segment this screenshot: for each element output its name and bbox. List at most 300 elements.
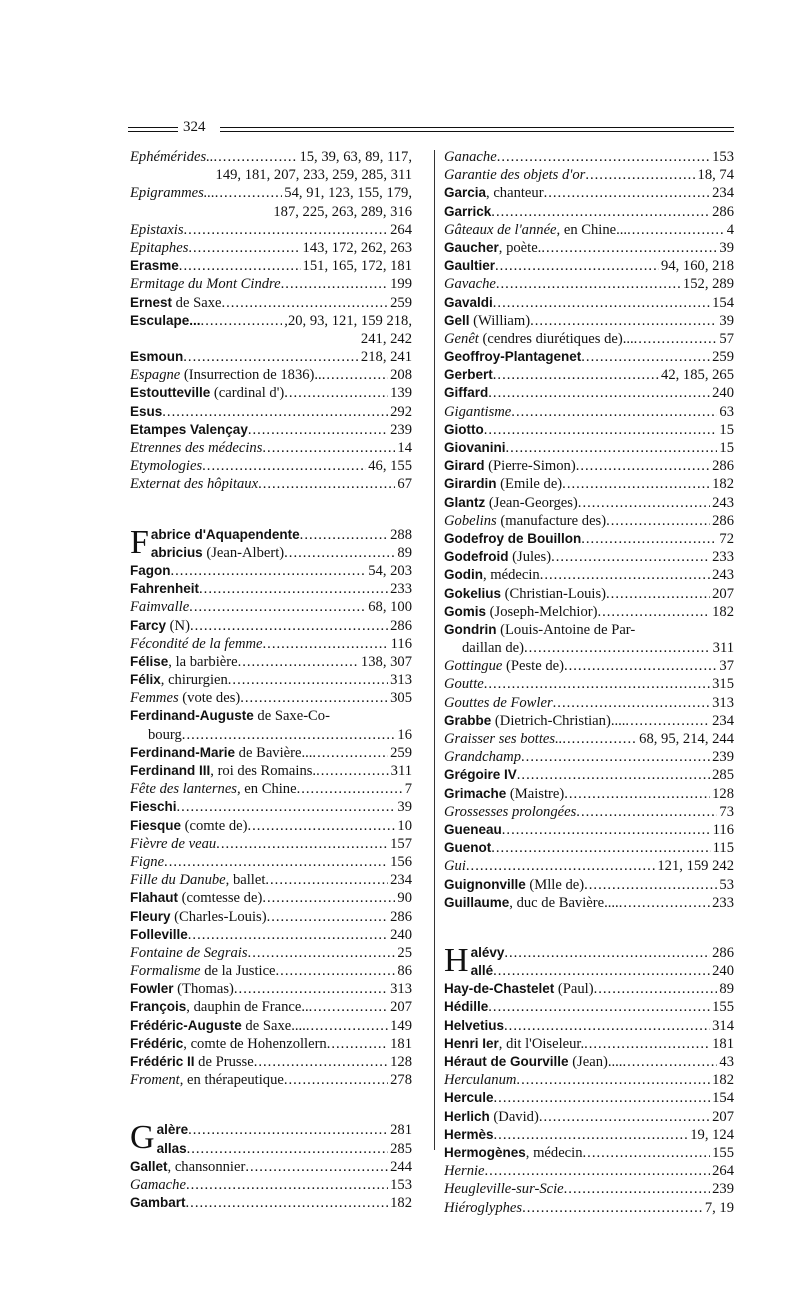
entry-heading bbox=[130, 1035, 327, 1053]
entry-line bbox=[130, 403, 412, 421]
entry-heading bbox=[444, 566, 540, 584]
entry-heading bbox=[130, 962, 276, 980]
leader-dots bbox=[495, 257, 659, 275]
entry-qualifier: (Charles-Louis) bbox=[170, 908, 267, 925]
entry-label: Hermogènes bbox=[444, 1144, 526, 1160]
entry-label: Garcia bbox=[444, 185, 487, 201]
entry-line bbox=[444, 203, 734, 221]
entry-label: Girardin bbox=[444, 476, 497, 492]
index-entry bbox=[130, 294, 412, 312]
entry-qualifier: de Saxe-Co- bbox=[253, 708, 330, 725]
entry-label: Henri Ier bbox=[444, 1035, 499, 1051]
entry-qualifier: , en Chine... bbox=[556, 221, 628, 238]
entry-qualifier: (Thomas) bbox=[173, 981, 234, 998]
entry-heading bbox=[130, 653, 238, 671]
entry-line bbox=[130, 908, 412, 926]
entry-line bbox=[444, 1053, 734, 1071]
leader-dots bbox=[228, 671, 388, 689]
entry-label: Froment bbox=[130, 1072, 180, 1089]
entry-line bbox=[130, 817, 412, 835]
leader-dots bbox=[248, 421, 388, 439]
entry-heading bbox=[130, 239, 188, 257]
entry-line bbox=[130, 653, 412, 671]
entry-label: Gamache bbox=[130, 1176, 186, 1193]
entry-heading bbox=[444, 1199, 522, 1217]
entry-label: Ferdinand-Marie bbox=[130, 744, 236, 760]
entry-qualifier: , poète. bbox=[498, 239, 542, 256]
entry-qualifier: , comte de Hohenzollern bbox=[183, 1035, 327, 1052]
index-entry bbox=[130, 184, 412, 220]
entry-label: Glantz bbox=[444, 494, 486, 510]
entry-label: Hiéroglyphes bbox=[444, 1199, 523, 1216]
entry-line bbox=[130, 275, 412, 293]
index-entry bbox=[130, 617, 412, 635]
entry-pages: 233 bbox=[390, 581, 412, 598]
index-entry bbox=[130, 1158, 412, 1176]
entry-pages: 68, 95, 214, 244 bbox=[639, 731, 734, 747]
leader-dots bbox=[522, 1199, 703, 1217]
entry-heading bbox=[130, 403, 162, 421]
index-entry bbox=[444, 166, 734, 184]
index-entry bbox=[130, 762, 412, 780]
entry-pages: 39 bbox=[719, 239, 734, 256]
entry-label: Farcy bbox=[130, 617, 167, 633]
entry-pages: 286 bbox=[712, 203, 734, 220]
entry-pages: 234 bbox=[712, 712, 734, 729]
entry-heading bbox=[130, 457, 202, 475]
leader-dots bbox=[281, 275, 388, 293]
entry-pages: 239 bbox=[712, 1181, 734, 1198]
entry-qualifier: , roi des Romains. bbox=[210, 763, 317, 779]
entry-qualifier: (Jules) bbox=[508, 549, 552, 566]
entry-line bbox=[130, 348, 412, 366]
entry-pages: 181 bbox=[712, 1035, 734, 1052]
entry-line bbox=[130, 598, 412, 616]
entry-line bbox=[444, 366, 734, 384]
entry-line bbox=[444, 166, 734, 184]
leader-dots bbox=[162, 403, 388, 421]
entry-pages: 313 bbox=[390, 672, 412, 689]
entry-pages: 154 bbox=[712, 1090, 734, 1107]
entry-continuation: 187, 225, 263, 289, 316 bbox=[273, 203, 412, 220]
entry-line bbox=[471, 962, 734, 980]
entry-pages: 149 bbox=[390, 1017, 412, 1034]
index-entry bbox=[130, 1176, 412, 1194]
index-entry bbox=[130, 562, 412, 580]
entry-qualifier: (Jean).... bbox=[568, 1054, 623, 1070]
entry-label: Faimvalle bbox=[130, 599, 190, 616]
entry-pages: 153 bbox=[390, 1176, 412, 1193]
page-header bbox=[128, 120, 734, 142]
entry-line bbox=[444, 603, 734, 621]
entry-line bbox=[444, 384, 734, 402]
entry-line bbox=[130, 762, 412, 780]
entry-qualifier: (Pierre-Simon) bbox=[484, 458, 576, 475]
index-entry bbox=[444, 148, 734, 166]
index-entry bbox=[130, 980, 412, 998]
index-entry bbox=[130, 635, 412, 653]
index-entry bbox=[130, 221, 412, 239]
entry-pages: 89 bbox=[397, 544, 412, 561]
entry-line bbox=[444, 148, 734, 166]
entry-line bbox=[444, 330, 734, 348]
entry-pages: 313 bbox=[390, 981, 412, 998]
entry-line bbox=[444, 475, 734, 493]
entry-heading bbox=[444, 839, 491, 857]
entry-line bbox=[130, 744, 412, 762]
entry-pages: 259 bbox=[712, 349, 734, 366]
entry-label: Espagne bbox=[130, 367, 181, 384]
leader-dots bbox=[183, 348, 359, 366]
entry-heading bbox=[130, 944, 248, 962]
entry-pages: 15 bbox=[719, 421, 734, 438]
entry-heading bbox=[444, 457, 576, 475]
index-entry bbox=[130, 798, 412, 816]
entry-line bbox=[444, 1144, 734, 1162]
index-entry bbox=[444, 657, 734, 675]
entry-label: Fontaine de Segrais bbox=[130, 944, 248, 961]
index-entry bbox=[444, 1108, 734, 1126]
entry-pages: 286 bbox=[712, 512, 734, 529]
entry-heading bbox=[444, 494, 578, 512]
entry-heading bbox=[151, 526, 300, 544]
entry-heading bbox=[130, 598, 189, 616]
entry-line bbox=[130, 1053, 412, 1071]
entry-line bbox=[130, 312, 412, 330]
entry-pages: 292 bbox=[390, 403, 412, 420]
entry-line bbox=[130, 871, 412, 889]
leader-dots bbox=[581, 530, 717, 548]
entry-qualifier: , médecin bbox=[525, 1144, 583, 1161]
index-entry bbox=[444, 962, 734, 980]
entry-heading bbox=[444, 275, 496, 293]
entry-label: Hercule bbox=[444, 1090, 494, 1106]
entry-line bbox=[130, 562, 412, 580]
entry-label: Godin bbox=[444, 567, 483, 583]
entry-label: Giffard bbox=[444, 385, 489, 401]
leader-dots bbox=[597, 603, 710, 621]
index-entry bbox=[130, 707, 412, 743]
index-entry bbox=[444, 857, 734, 875]
entry-label: Epistaxis bbox=[130, 221, 184, 238]
entry-pages: 72 bbox=[719, 530, 734, 547]
entry-heading bbox=[130, 853, 164, 871]
index-entry bbox=[444, 1053, 734, 1071]
entry-label: Heugleville-sur-Scie bbox=[444, 1181, 564, 1198]
entry-line bbox=[444, 785, 734, 803]
index-entry bbox=[130, 871, 412, 889]
leader-dots bbox=[562, 475, 710, 493]
index-entry bbox=[130, 1053, 412, 1071]
entry-line bbox=[444, 1199, 734, 1217]
leader-dots bbox=[491, 839, 710, 857]
entry-heading bbox=[130, 1017, 306, 1035]
entry-heading bbox=[130, 908, 267, 926]
entry-line bbox=[444, 257, 734, 275]
index-entry bbox=[130, 744, 412, 762]
entry-pages: 182 bbox=[712, 476, 734, 493]
entry-qualifier: (Maistre) bbox=[506, 785, 565, 802]
leader-dots bbox=[488, 384, 710, 402]
leader-dots bbox=[585, 166, 695, 184]
entry-line bbox=[444, 494, 734, 512]
leader-dots bbox=[496, 275, 681, 293]
leader-dots bbox=[202, 457, 366, 475]
entry-line bbox=[444, 548, 734, 566]
entry-line bbox=[444, 839, 734, 857]
entry-line bbox=[130, 998, 412, 1016]
entry-label: Flahaut bbox=[130, 890, 179, 906]
entry-line bbox=[444, 621, 734, 639]
entry-qualifier: de Prusse bbox=[194, 1054, 254, 1070]
entry-heading bbox=[444, 348, 581, 366]
drop-cap-letter: G bbox=[130, 1119, 155, 1157]
index-entry bbox=[130, 835, 412, 853]
entry-pages: 157 bbox=[390, 835, 412, 852]
entry-pages: 116 bbox=[712, 821, 734, 838]
entry-heading bbox=[130, 275, 281, 293]
entry-label: Grégoire IV bbox=[444, 767, 517, 783]
entry-label: Folleville bbox=[130, 926, 188, 942]
page-number: 324 bbox=[183, 119, 206, 135]
entry-pages: 4 bbox=[726, 221, 734, 238]
entry-pages: 39 bbox=[397, 799, 412, 816]
entry-label: Epigrammes... bbox=[130, 185, 215, 202]
entry-heading bbox=[444, 239, 541, 257]
index-entry bbox=[444, 221, 734, 239]
entry-pages: 54, 91, 123, 155, 179, bbox=[284, 185, 412, 202]
entry-qualifier: (Insurrection de 1836).. bbox=[180, 367, 322, 384]
leader-dots bbox=[524, 639, 711, 657]
entry-label: Gui bbox=[444, 858, 466, 875]
leader-dots bbox=[189, 598, 366, 616]
entry-pages: 286 bbox=[712, 944, 734, 961]
entry-pages: 286 bbox=[390, 617, 412, 634]
leader-dots bbox=[493, 366, 659, 384]
entry-label: Girard bbox=[444, 458, 485, 474]
entry-line bbox=[444, 457, 734, 475]
entry-line bbox=[130, 707, 412, 725]
entry-continuation: bourg bbox=[148, 726, 182, 743]
entry-heading bbox=[130, 671, 228, 689]
entry-pages: 128 bbox=[712, 785, 734, 802]
entry-heading bbox=[444, 475, 562, 493]
entry-heading bbox=[130, 762, 316, 780]
entry-pages: 116 bbox=[390, 635, 412, 652]
entry-heading bbox=[444, 1035, 584, 1053]
entry-heading bbox=[130, 617, 190, 635]
entry-heading bbox=[444, 1162, 485, 1180]
index-entry bbox=[444, 203, 734, 221]
index-entry bbox=[130, 312, 412, 348]
entry-heading bbox=[444, 1108, 539, 1126]
index-entry bbox=[130, 475, 412, 493]
entry-qualifier: (manufacture des) bbox=[496, 512, 607, 529]
entry-label: Gavache bbox=[444, 276, 496, 293]
entry-pages: 25 bbox=[397, 944, 412, 961]
leader-dots bbox=[494, 1126, 689, 1144]
index-entry bbox=[444, 694, 734, 712]
leader-dots bbox=[322, 366, 388, 384]
entry-line bbox=[130, 926, 412, 944]
entry-label: Giotto bbox=[444, 421, 484, 437]
entry-pages: 278 bbox=[390, 1072, 412, 1089]
entry-continuation-line bbox=[130, 166, 412, 184]
leader-dots bbox=[564, 1180, 710, 1198]
entry-label: François bbox=[130, 999, 187, 1015]
entry-label: Fille du Danube bbox=[130, 872, 226, 889]
entry-label: alévy bbox=[470, 944, 505, 960]
entry-label: Fête des lanternes bbox=[130, 781, 237, 798]
column-divider bbox=[434, 150, 435, 1150]
entry-heading bbox=[444, 621, 635, 639]
entry-label: Esmoun bbox=[130, 349, 184, 365]
entry-label: Hay-de-Chastelet bbox=[444, 981, 555, 997]
entry-heading bbox=[444, 148, 497, 166]
index-entry bbox=[444, 603, 734, 621]
leader-dots bbox=[594, 980, 718, 998]
entry-continuation-line bbox=[130, 726, 412, 744]
leader-dots bbox=[312, 744, 388, 762]
index-entry bbox=[130, 257, 412, 275]
leader-dots bbox=[188, 926, 388, 944]
entry-label: Hermès bbox=[444, 1126, 494, 1142]
entry-line bbox=[444, 1162, 734, 1180]
leader-dots bbox=[497, 148, 710, 166]
entry-label: Erasme bbox=[130, 258, 179, 274]
index-entry bbox=[444, 998, 734, 1016]
index-entry bbox=[130, 544, 412, 562]
entry-line bbox=[130, 439, 412, 457]
entry-line bbox=[444, 512, 734, 530]
entry-pages: 94, 160, 218 bbox=[661, 258, 734, 275]
entry-label: Femmes bbox=[130, 690, 179, 707]
leader-dots bbox=[584, 876, 717, 894]
index-entry bbox=[444, 1017, 734, 1035]
entry-heading bbox=[444, 980, 594, 998]
entry-pages: 18, 74 bbox=[697, 167, 734, 184]
entry-heading bbox=[444, 530, 581, 548]
entry-line bbox=[444, 730, 734, 748]
entry-pages: 54, 203 bbox=[368, 562, 412, 579]
index-entry bbox=[130, 671, 412, 689]
entry-heading bbox=[444, 257, 495, 275]
index-entry bbox=[444, 312, 734, 330]
leader-dots bbox=[284, 1071, 388, 1089]
index-entry bbox=[444, 1144, 734, 1162]
entry-label: Hernie bbox=[444, 1163, 485, 1180]
index-entry bbox=[130, 1071, 412, 1089]
entry-heading bbox=[130, 348, 183, 366]
entry-heading bbox=[444, 439, 506, 457]
index-entry bbox=[444, 184, 734, 202]
entry-line bbox=[444, 1126, 734, 1144]
index-entry bbox=[130, 689, 412, 707]
entry-pages: 259 bbox=[390, 744, 412, 761]
entry-label: Grabbe bbox=[444, 712, 492, 728]
index-entry bbox=[444, 712, 734, 730]
entry-heading bbox=[444, 330, 634, 348]
leader-dots bbox=[619, 894, 710, 912]
header-rule-right bbox=[220, 127, 734, 132]
entry-heading bbox=[130, 1053, 254, 1071]
entry-qualifier: (N) bbox=[166, 617, 190, 634]
entry-heading bbox=[130, 998, 309, 1016]
leader-dots bbox=[504, 1017, 710, 1035]
entry-label: Fièvre de veau bbox=[130, 835, 217, 852]
leader-dots bbox=[187, 1140, 389, 1158]
entry-line bbox=[444, 239, 734, 257]
entry-heading bbox=[444, 1180, 564, 1198]
entry-heading bbox=[130, 439, 262, 457]
entry-heading bbox=[130, 580, 199, 598]
entry-pages: 264 bbox=[712, 1163, 734, 1180]
entry-heading bbox=[444, 821, 502, 839]
index-entry bbox=[130, 1194, 412, 1212]
entry-heading bbox=[130, 366, 322, 384]
index-entry bbox=[444, 1035, 734, 1053]
entry-qualifier: , chirurgien bbox=[160, 672, 228, 689]
entry-line bbox=[130, 980, 412, 998]
leader-dots bbox=[179, 257, 301, 275]
entry-line bbox=[130, 221, 412, 239]
entry-pages: 63 bbox=[719, 403, 734, 420]
index-entry bbox=[444, 839, 734, 857]
entry-line bbox=[444, 421, 734, 439]
index-entry bbox=[444, 457, 734, 475]
entry-label: Hédille bbox=[444, 999, 489, 1015]
entry-qualifier: (vote des) bbox=[178, 690, 241, 707]
leader-dots bbox=[541, 239, 717, 257]
entry-qualifier: (cendres diurétiques de)... bbox=[478, 330, 634, 347]
entry-qualifier: (Peste de) bbox=[502, 658, 564, 675]
leader-dots bbox=[562, 730, 637, 748]
entry-heading bbox=[130, 257, 179, 275]
index-entry bbox=[444, 330, 734, 348]
leader-dots bbox=[186, 1176, 388, 1194]
index-entry bbox=[444, 348, 734, 366]
entry-pages: 199 bbox=[390, 276, 412, 293]
index-entry bbox=[444, 730, 734, 748]
entry-label: Gigantisme bbox=[444, 403, 512, 420]
entry-line bbox=[130, 962, 412, 980]
leader-dots bbox=[215, 184, 283, 202]
index-entry bbox=[444, 403, 734, 421]
leader-dots bbox=[316, 762, 389, 780]
leader-dots bbox=[284, 544, 395, 562]
entry-qualifier: (comtesse de) bbox=[178, 890, 263, 907]
entry-label: Gell bbox=[444, 312, 470, 328]
entry-qualifier: , en thérapeutique bbox=[179, 1072, 284, 1089]
entry-heading bbox=[130, 1071, 284, 1089]
index-column-right bbox=[444, 148, 734, 1217]
entry-pages: 244 bbox=[390, 1158, 412, 1175]
leader-dots bbox=[216, 835, 388, 853]
entry-label: Gerbert bbox=[444, 367, 493, 383]
entry-qualifier: , dit l'Oiseleur. bbox=[498, 1035, 585, 1052]
index-entry bbox=[444, 821, 734, 839]
entry-label: Etymologies bbox=[130, 458, 203, 475]
entry-pages: 151, 165, 172, 181 bbox=[302, 258, 412, 275]
entry-label: Gottingue bbox=[444, 658, 503, 675]
leader-dots bbox=[625, 712, 710, 730]
index-entry bbox=[130, 239, 412, 257]
entry-line bbox=[444, 184, 734, 202]
entry-label: Héraut de Gourville bbox=[444, 1054, 569, 1069]
entry-line bbox=[444, 712, 734, 730]
entry-pages: 15, 39, 63, 89, 117, bbox=[299, 149, 412, 165]
leader-dots bbox=[258, 475, 395, 493]
